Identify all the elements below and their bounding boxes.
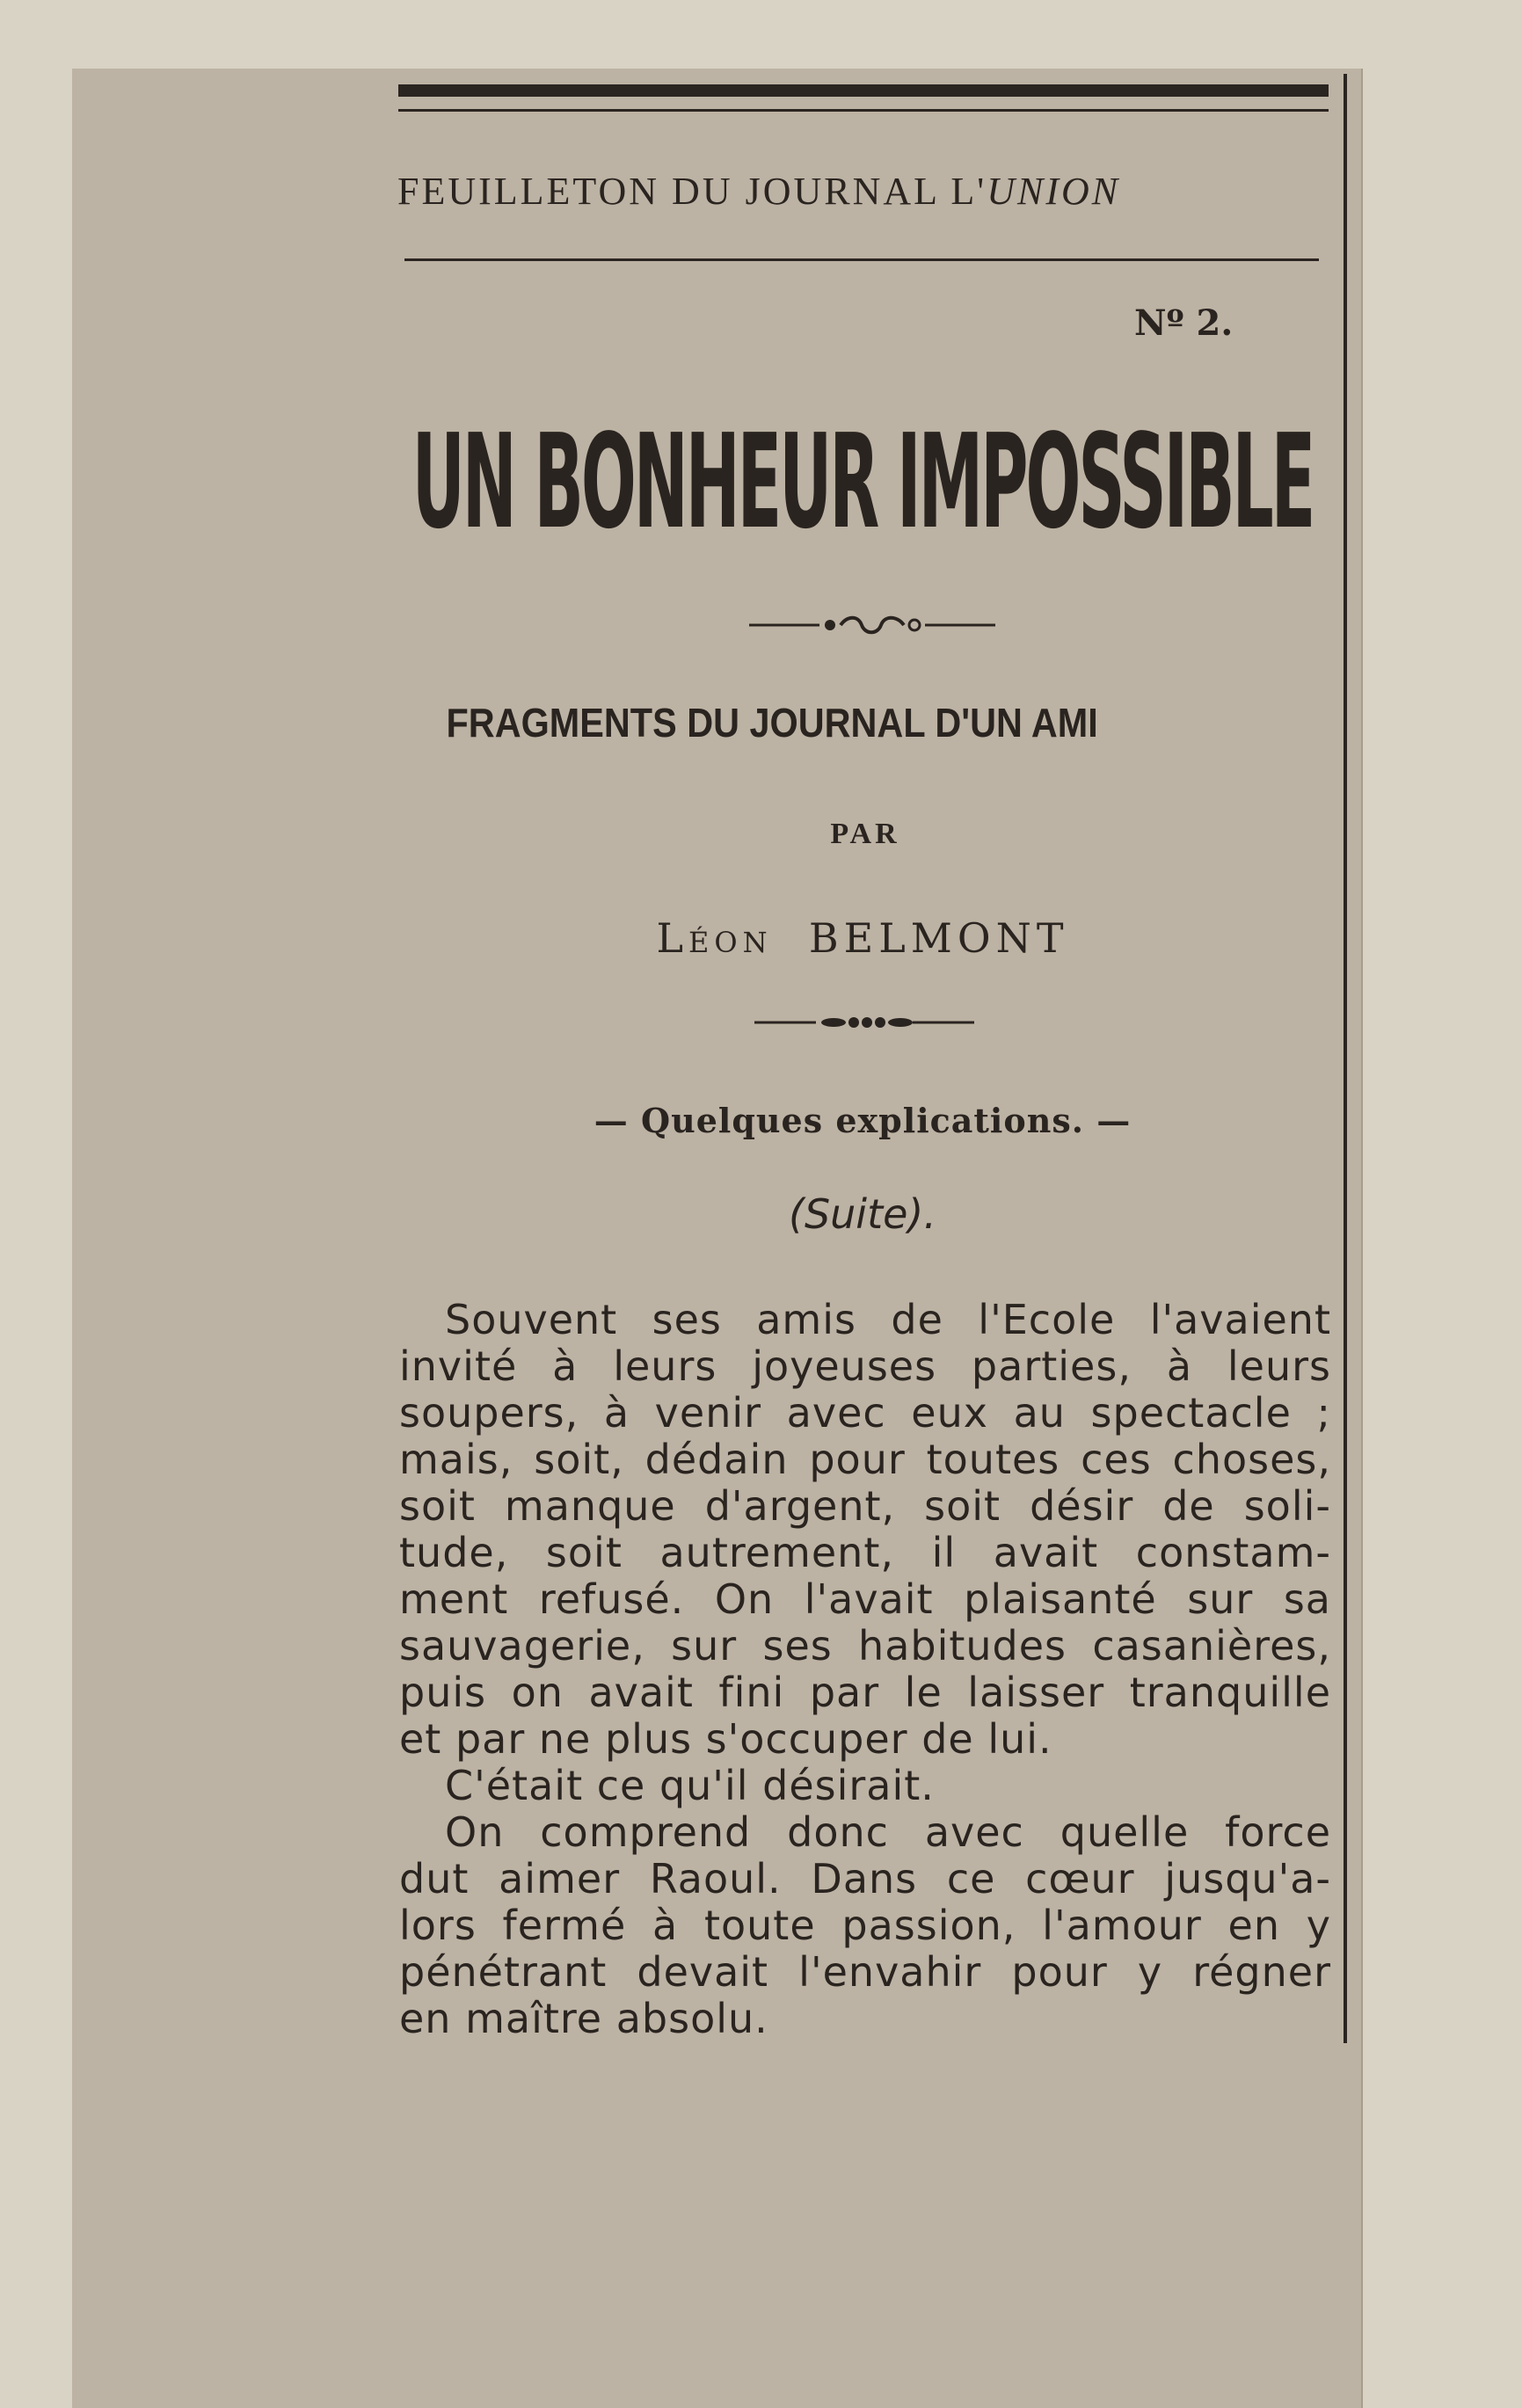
body-line: soupers, à venir avec eux au spectacle ; (399, 1389, 1331, 1437)
body-line: Souvent ses amis de l'Ecole l'avaient (445, 1296, 1331, 1343)
top-heavy-rule (398, 84, 1329, 97)
by-line: PAR (830, 818, 900, 850)
section-heading: — Quelques explications. — (594, 1101, 1132, 1140)
body-line: puis on avait fini par le laisser tranquille (399, 1669, 1331, 1716)
author-name: Léon BELMONT (656, 914, 1069, 962)
heading-rule (404, 258, 1319, 261)
top-thin-rule (398, 109, 1329, 112)
body-line: tude, soit autrement, il avait constam- (399, 1529, 1331, 1576)
body-line: C'était ce qu'il désirait. (445, 1762, 935, 1809)
body-line: ment refusé. On l'avait plaisanté sur sa (399, 1575, 1331, 1623)
ornament-divider-icon (749, 612, 995, 638)
continuation-label: (Suite). (789, 1190, 936, 1238)
story-subtitle: FRAGMENTS DU JOURNAL D'UN AMI (446, 700, 1098, 746)
body-line: On comprend donc avec quelle force (445, 1808, 1331, 1856)
body-line: soit manque d'argent, soit désir de soli- (399, 1482, 1331, 1530)
body-line: lors fermé à toute passion, l'amour en y (399, 1902, 1331, 1949)
body-line: pénétrant devait l'envahir pour y régner (399, 1948, 1331, 1996)
body-line: dut aimer Raoul. Dans ce cœur jusqu'a- (399, 1855, 1331, 1902)
body-line: invité à leurs joyeuses parties, à leurs (399, 1342, 1331, 1390)
story-title: UN BONHEUR IMPOSSIBLE (411, 406, 1314, 557)
issue-number: Nº 2. (1134, 302, 1234, 344)
dotted-divider-icon (754, 1009, 974, 1036)
feuilleton-heading: FEUILLETON DU JOURNAL L'UNION (397, 170, 1121, 213)
column-border-line (1344, 74, 1347, 2043)
body-line: en maître absolu. (399, 1995, 768, 2042)
body-line: mais, soit, dédain pour toutes ces choses, (399, 1436, 1331, 1483)
body-line: sauvagerie, sur ses habitudes casanières, (399, 1622, 1331, 1670)
article-body (399, 1297, 1331, 2042)
body-line: et par ne plus s'occuper de lui. (399, 1715, 1052, 1763)
